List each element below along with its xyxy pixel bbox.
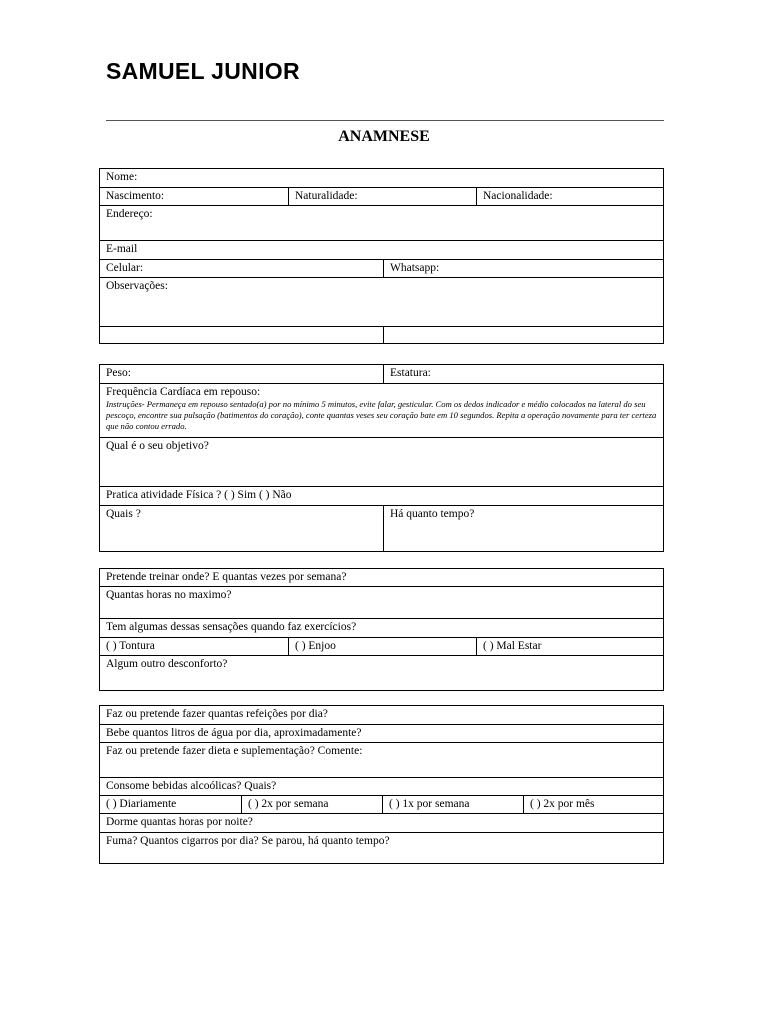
peso-field[interactable]: Peso: [106,367,131,379]
refeicoes-field[interactable]: Faz ou pretende fazer quantas refeições por dia? [106,708,328,720]
2x-mes-checkbox[interactable]: ( ) 2x por mês [523,796,663,813]
whatsapp-field[interactable]: Whatsapp: [383,260,663,277]
enjoo-checkbox[interactable]: ( ) Enjoo [288,638,476,655]
frequencia-instructions: Instruções- Permaneça em repouso sentado(a) por no mínimo 5 minutos, evite falar, gesticular. Com os dedos indicador e médio colocados na lateral do seu pescoço, encontre sua pulsação (batimentos do coração), conte quantas veses seu coração bate em 10 segundos. Repita a operação novamente para ter certeza que não contou errado. [106,399,657,431]
horas-maximo-field[interactable]: Quantas horas no maximo? [106,589,232,601]
estatura-field[interactable]: Estatura: [383,365,663,383]
objetivo-field[interactable]: Qual é o seu objetivo? [106,440,209,452]
nome-field[interactable]: Nome: [106,171,138,183]
pratica-atividade-field[interactable]: Pratica atividade Física ? ( ) Sim ( ) Não [106,489,292,501]
dieta-field[interactable]: Faz ou pretende fazer dieta e suplementação? Comente: [106,745,363,757]
sensacoes-label: Tem algumas dessas sensações quando faz exercícios? [106,621,357,633]
outro-desconforto-field[interactable]: Algum outro desconforto? [106,658,228,670]
naturalidade-field[interactable]: Naturalidade: [288,188,476,205]
physical-info-table [99,364,664,552]
diariamente-checkbox[interactable]: ( ) Diariamente [106,798,177,810]
page-header-name: SAMUEL JUNIOR [106,58,300,84]
observacoes-field[interactable]: Observações: [106,280,168,292]
frequencia-label: Frequência Cardíaca em repouso: [106,386,261,398]
blank-field-right[interactable] [383,327,663,343]
2x-semana-checkbox[interactable]: ( ) 2x por semana [241,796,382,813]
ha-quanto-tempo-field[interactable]: Há quanto tempo? [383,506,663,551]
document-title: ANAMNESE [338,128,430,145]
tontura-checkbox[interactable]: ( ) Tontura [106,640,155,652]
blank-field-left[interactable] [100,327,383,343]
header-divider [106,120,664,121]
email-field[interactable]: E-mail [106,243,138,255]
celular-field[interactable]: Celular: [106,262,144,274]
habits-table [99,705,664,864]
frequencia-cardiaca-field[interactable] [100,384,663,437]
training-table [99,568,664,691]
nacionalidade-field[interactable]: Nacionalidade: [476,188,663,205]
sono-field[interactable]: Dorme quantas horas por noite? [106,816,253,828]
fuma-field[interactable]: Fuma? Quantos cigarros por dia? Se parou, há quanto tempo? [106,835,390,847]
alcool-field[interactable]: Consome bebidas alcoólicas? Quais? [106,780,277,792]
nascimento-field[interactable]: Nascimento: [106,190,165,202]
quais-field[interactable]: Quais ? [106,508,141,520]
treinar-onde-field[interactable]: Pretende treinar onde? E quantas vezes por semana? [106,571,347,583]
agua-field[interactable]: Bebe quantos litros de água por dia, aproximadamente? [106,727,362,739]
personal-info-table [99,168,664,344]
mal-estar-checkbox[interactable]: ( ) Mal Estar [476,638,663,655]
endereco-field[interactable]: Endereço: [106,208,153,220]
1x-semana-checkbox[interactable]: ( ) 1x por semana [382,796,523,813]
